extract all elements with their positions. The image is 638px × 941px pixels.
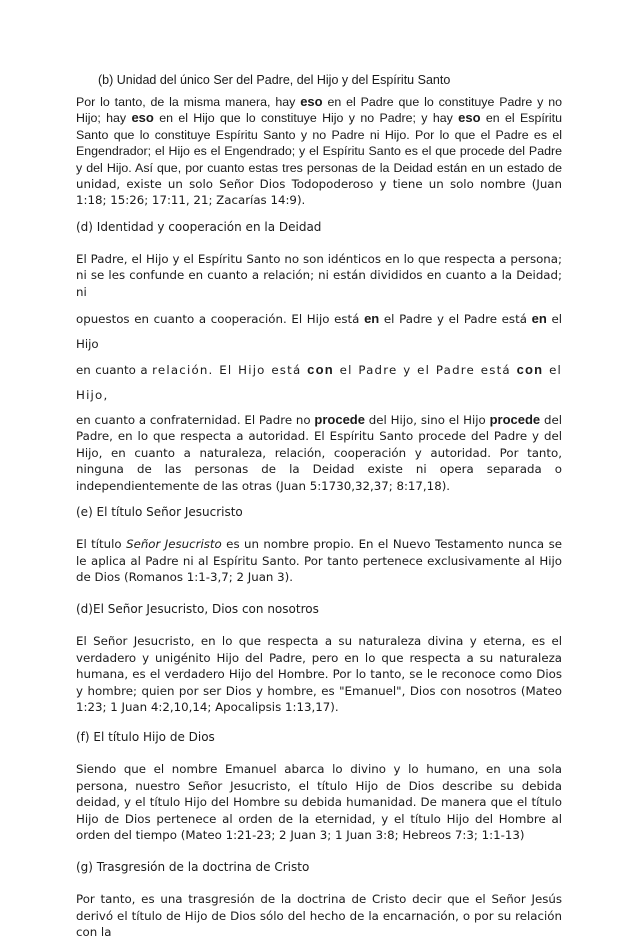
text-span: en cuanto a: [76, 363, 153, 378]
section-d-heading: (d) Identidad y cooperación en la Deidad: [76, 219, 322, 234]
text-span: el Padre y el Padre está: [379, 312, 532, 327]
keyword: procede: [314, 412, 365, 428]
keyword: eso: [131, 110, 154, 126]
text-span: relación. El Hijo está: [152, 363, 308, 378]
text-span: del Padre, en lo que respecta a autoridad. El Espíritu Santo procede del Padre y del Hijo, en cuanto a naturaleza, relación, cooperación y autoridad. Por tanto, ninguna de las personas de la Deidad existe ni opera separada o independientemente de las otras (Juan 5:1730,32,37; 8:17,18).: [76, 413, 563, 493]
text-span: en el Espíritu Santo que lo constituye Espíritu Santo y no Padre ni Hijo. Por lo que el Padre es el Engendrador; el Hijo es el Engendrado; y el Espíritu Santo es el que procede del Padre y del Hijo. Así que, por cuanto estas tres personas de la Deidad están en un estado de: [76, 111, 562, 175]
section-g-paragraph: Por tanto, es una trasgresión de la doctrina de Cristo decir que el Señor Jesús derivó el título de Hijo de Dios sólo del hecho de la encarnación, o por su relación con la: [76, 892, 562, 940]
section-b-paragraph: [76, 94, 562, 209]
section-g-heading: (g) Trasgresión de la doctrina de Cristo: [76, 860, 310, 875]
section-d2-paragraph: El Señor Jesucristo, en lo que respecta a su naturaleza divina y eterna, es el verdadero y unigénito Hijo del Padre, pero en lo que respecta a su naturaleza humana, es el verdadero Hijo del Hombre. Por lo tanto, se le reconoce como Dios y hombre; quien por ser Dios y hombre, es "Emanuel", Dios con nosotros (Mateo 1:23; 1 Juan 4:2,10,14; Apocalipsis 1:13,17).: [76, 634, 562, 714]
text-span: en cuanto a confraternidad. El Padre no: [76, 413, 315, 428]
text-span: Por lo tanto, de la misma manera, hay: [76, 95, 301, 109]
section-d-paragraph-2: [76, 412, 562, 494]
text-span: del Hijo, sino el Hijo: [364, 413, 490, 428]
keyword: eso: [458, 110, 481, 126]
text-span: unidad, existe un solo Señor Dios Todopoderoso y tiene un solo nombre (Juan 1:18; 15:26; 17:11, 21; Zacarías 14:9).: [76, 177, 562, 208]
text-span: en el Hijo que lo constituye Hijo y no Padre; y hay: [153, 111, 459, 126]
keyword: con: [307, 362, 334, 378]
section-e-heading: (e) El título Señor Jesucristo: [76, 505, 243, 520]
section-b-heading: (b) Unidad del único Ser del Padre, del Hijo y del Espíritu Santo: [98, 73, 451, 87]
section-d2-heading: (d)El Señor Jesucristo, Dios con nosotros: [76, 602, 319, 617]
text-span: el Hijo: [76, 312, 563, 352]
keyword: en: [364, 311, 380, 327]
keyword: en: [531, 311, 547, 327]
text-span: opuestos en cuanto a cooperación. El Hijo está: [76, 312, 365, 327]
text-span: en el Padre que lo constituye Padre y no Hijo; hay: [76, 95, 563, 126]
section-f-heading: (f) El título Hijo de Dios: [76, 730, 215, 745]
keyword: eso: [300, 94, 323, 109]
section-d-paragraph-1: El Padre, el Hijo y el Espíritu Santo no son idénticos en lo que respecta a persona; ni se les confunde en cuanto a relación; ni están divididos en cuanto a la Deidad; ni: [76, 251, 562, 299]
emphasis: Señor Jesucristo: [126, 537, 222, 552]
keyword: procede: [489, 412, 541, 428]
text-span: el Padre y el Padre está: [333, 363, 517, 378]
keyword: con: [516, 362, 544, 378]
text-span: el Hijo,: [76, 363, 563, 403]
text-span: es un nombre propio. En el Nuevo Testamento nunca se le aplica al Padre ni al Espíritu Santo. Por tanto pertenece exclusivamente al Hijo de Dios (Romanos 1:1-3,7; 2 Juan 3).: [76, 537, 562, 584]
page-content: [76, 72, 562, 941]
section-d-line-2: [76, 306, 562, 357]
section-f-paragraph: Siendo que el nombre Emanuel abarca lo divino y lo humano, en una sola persona, nuestro Señor Jesucristo, el título Hijo de Dios describe su debida deidad, y el título Hijo del Hombre su debida humanidad. De manera que el título Hijo de Dios pertenece al orden de la eternidad, y el título Hijo del Hombre al orden del tiempo (Mateo 1:21-23; 2 Juan 3; 1 Juan 3:8; Hebreos 7:3; 1:1-13): [76, 762, 562, 842]
section-d-line-3: [76, 357, 562, 408]
text-span: El título: [76, 537, 127, 552]
section-e-paragraph: [76, 536, 562, 585]
